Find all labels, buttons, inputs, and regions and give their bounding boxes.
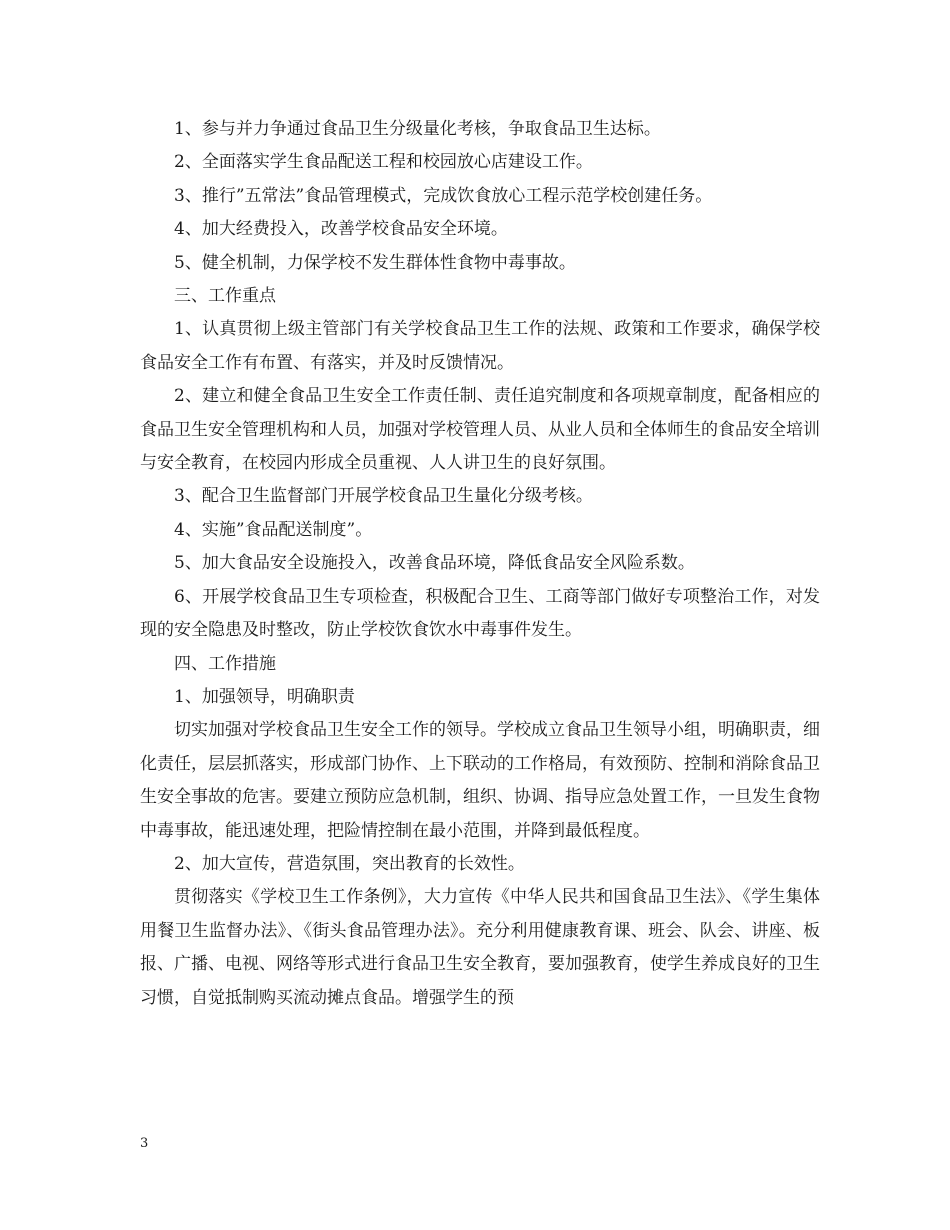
page-number: 3 [140, 1136, 149, 1151]
section-heading-work-focus: 三、工作重点 [174, 286, 276, 307]
paragraph-goal-4: 4、加大经费投入，改善学校食品安全环境。 [174, 219, 508, 240]
section-heading-work-measures: 四、工作措施 [174, 653, 276, 674]
paragraph-focus-1: 1、认真贯彻上级主管部门有关学校食品卫生工作的法规、政策和工作要求，确保学校食品安全工作有布置、有落实，并及时反馈情况。 [140, 319, 820, 373]
paragraph-goal-5: 5、健全机制，力保学校不发生群体性食物中毒事故。 [174, 252, 576, 273]
subheading-measure-2: 2、加大宣传，营造氛围，突出教育的长效性。 [174, 853, 525, 874]
paragraph-measure-1-body: 切实加强对学校食品卫生安全工作的领导。学校成立食品卫生领导小组，明确职责，细化责任，层层抓落实，形成部门协作、上下联动的工作格局，有效预防、控制和消除食品卫生安全事故的危害。要建立预防应急机制，组织、协调、指导应急处置工作，一旦发生食物中毒事故，能迅速处理，把险情控制在最小范围，并降到最低程度。 [140, 720, 820, 841]
paragraph-goal-1: 1、参与并力争通过食品卫生分级量化考核，争取食品卫生达标。 [174, 119, 661, 139]
paragraph-focus-3: 3、配合卫生监督部门开展学校食品卫生量化分级考核。 [174, 486, 593, 507]
paragraph-focus-2: 2、建立和健全食品卫生安全工作责任制、责任追究制度和各项规章制度，配备相应的食品卫生安全管理机构和人员，加强对学校管理人员、从业人员和全体师生的食品安全培训与安全教育，在校园内形成全员重视、人人讲卫生的良好氛围。 [140, 386, 820, 474]
paragraph-measure-2-body: 贯彻落实《学校卫生工作条例》，大力宣传《中华人民共和国食品卫生法》、《学生集体用餐卫生监督办法》、《街头食品管理办法》。充分利用健康教育课、班会、队会、讲座、板报、广播、电视、网络等形式进行食品卫生安全教育，要加强教育，使学生养成良好的卫生习惯，自觉抵制购买流动摊点食品。增强学生的预 [140, 887, 820, 1008]
paragraph-focus-4: 4、实施”食品配送制度”。 [174, 519, 373, 540]
subheading-measure-1: 1、加强领导，明确职责 [174, 686, 355, 707]
document-body [140, 113, 820, 1015]
paragraph-goal-3: 3、推行”五常法”食品管理模式，完成饮食放心工程示范学校创建任务。 [174, 185, 713, 206]
paragraph-goal-2: 2、全面落实学生食品配送工程和校园放心店建设工作。 [174, 152, 593, 173]
paragraph-focus-5: 5、加大食品安全设施投入，改善食品环境，降低食品安全风险系数。 [174, 553, 695, 574]
paragraph-focus-6: 6、开展学校食品卫生专项检查，积极配合卫生、工商等部门做好专项整治工作，对发现的安全隐患及时整改，防止学校饮食饮水中毒事件发生。 [140, 586, 820, 641]
